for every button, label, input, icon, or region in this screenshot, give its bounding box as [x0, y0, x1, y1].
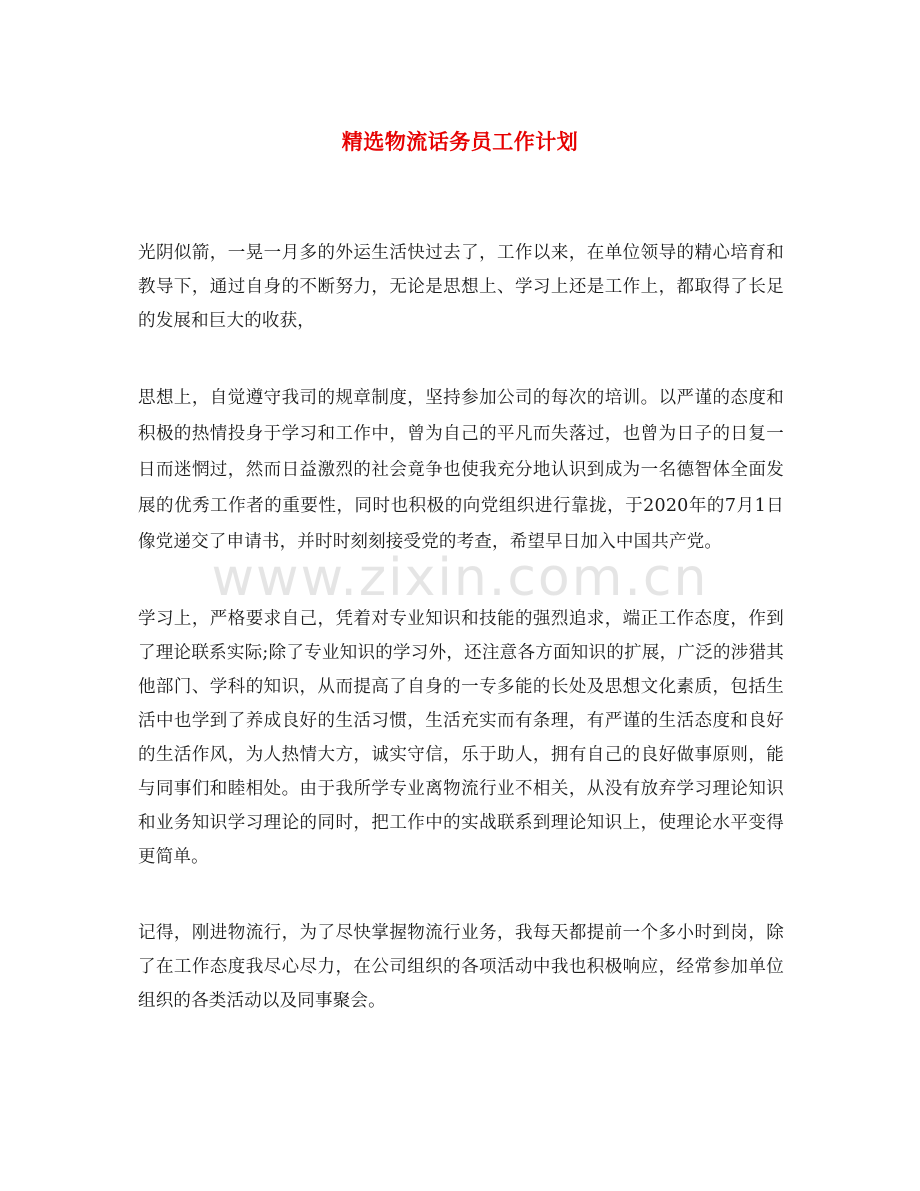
document-title: 精选物流话务员工作计划: [341, 129, 579, 154]
document-body: [138, 236, 784, 1018]
site-watermark: www.zixin.com.cn: [211, 548, 709, 608]
paragraph-intro: 光阴似箭，一晃一月多的外运生活快过去了，工作以来，在单位领导的精心培育和教导下，通过自身的不断努力，无论是思想上、学习上还是工作上，都取得了长足的发展和巨大的收获，: [138, 243, 784, 331]
paragraph-thought: 思想上，自觉遵守我司的规章制度，坚持参加公司的每次的培训。以严谨的态度和积极的热情投身于学习和工作中，曾为自己的平凡而失落过，也曾为日子的日复一日而迷惘过，然而日益激烈的社会竟争也使我充分地认识到成为一名德智体全面发展的优秀工作者的重要性，同时也积极的向党组织进行靠拢，于2020年的7月1日像党递交了申请书，并时时刻刻接受党的考查，希望早日加入中国共产党。: [138, 388, 784, 552]
paragraph-study: 学习上，严格要求自己，凭着对专业知识和技能的强烈追求，端正工作态度，作到了理论联系实际;除了专业知识的学习外，还注意各方面知识的扩展，广泛的涉猎其他部门、学科的知识，从而提高了自身的一专多能的长处及思想文化素质，包括生活中也学到了养成良好的生活习惯，生活充实而有条理，有严谨的生活态度和良好的生活作风，为人热情大方，诚实守信，乐于助人，拥有自己的良好做事原则，能与同事们和睦相处。由于我所学专业离物流行业不相关，从没有放弃学习理论知识和业务知识学习理论的同时，把工作中的实战联系到理论知识上，使理论水平变得更简单。: [138, 609, 784, 867]
paragraph-memory: 记得，刚进物流行，为了尽快掌握物流行业务，我每天都提前一个多小时到岗，除了在工作态度我尽心尽力，在公司组织的各项活动中我也积极响应，经常参加单位组织的各类活动以及同事聚会。: [138, 923, 784, 1011]
